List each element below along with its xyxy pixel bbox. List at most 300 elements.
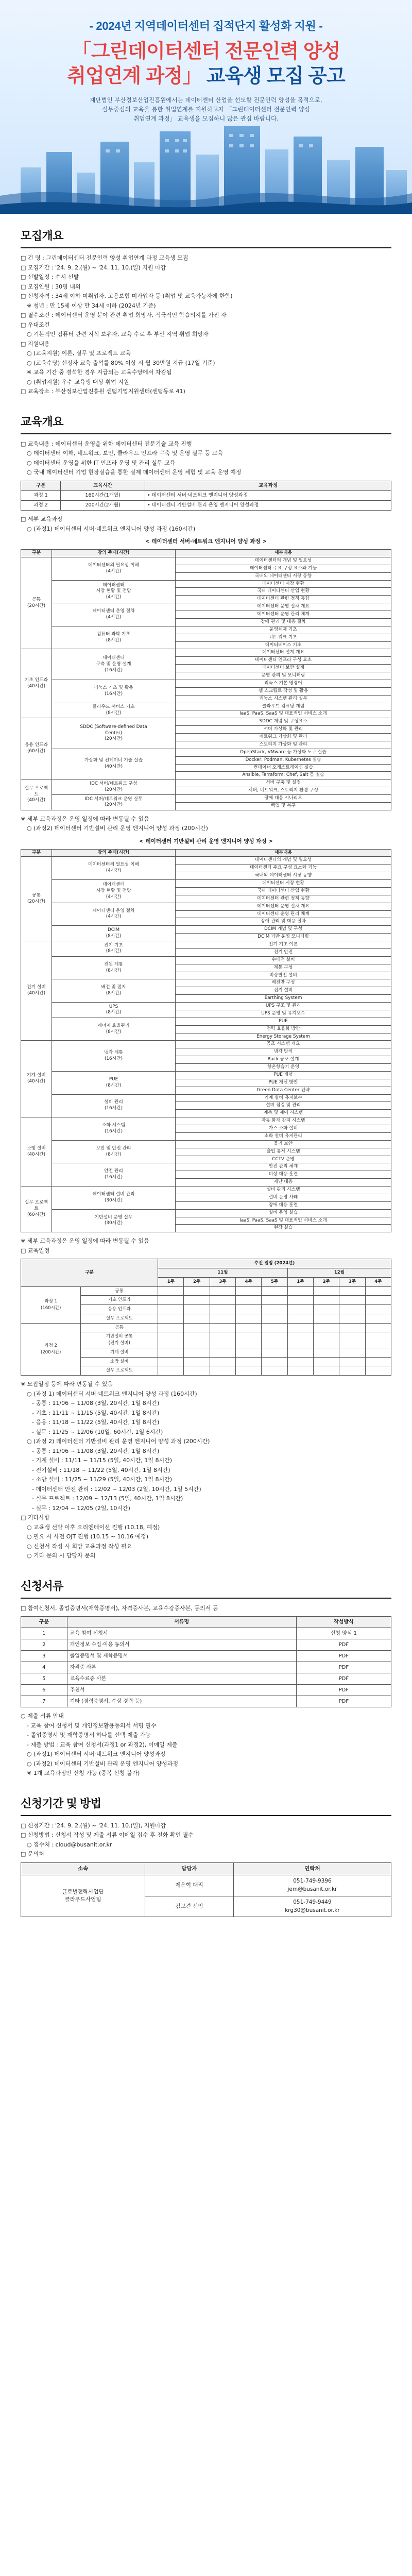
course-detail: 수배전 설비 [176,956,391,964]
course-detail: 냉각 방식 [176,1048,391,1056]
course-category: 공통 (20시간) [21,557,52,649]
course-detail: 데이터센터 관련 정책 동향 [176,596,391,603]
schedule-cell [158,1305,184,1314]
schedule-cell [158,1296,184,1305]
table-header-cell: 담당자 [145,1862,234,1875]
course-detail: 접지 설비 [176,987,391,995]
education-notes-3 [21,1236,391,1256]
course-detail: 서버 구축 및 설정 [176,779,391,787]
hero-desc-line: 취업연계 과정」 교육생을 모집하니 많은 관심 바랍니다. [133,114,279,122]
schedule-item: 기반설비 공통 (전기 설비) [81,1332,158,1348]
table-row [21,1286,391,1296]
schedule-item: 공통 [81,1323,158,1332]
course-detail: 데이터센터 운영 절차 개요 [176,603,391,611]
table-header-cell: 3주 [210,1277,235,1286]
education-note: ○ 기타 문의 시 담당자 문의 [27,1552,96,1559]
schedule-cell [158,1348,184,1357]
schedule-cell [365,1314,391,1323]
hero-title-course: 취업연계 과정」 [67,65,202,87]
table-header-cell: 연락처 [233,1862,391,1875]
course-detail: CCTV 운영 [176,1156,391,1163]
apply-line: □ 신청방법 : 신청서 작성 및 제출 서류 이메일 접수 후 전화 확인 필수 [21,1832,194,1838]
table-row [21,956,391,964]
course-category: 응용 인프라 (60시간) [21,718,52,779]
hero-title-line2 [0,64,412,89]
course-detail: 계통 구성 [176,964,391,972]
table-row [21,903,391,910]
table-header-cell: 5주 [262,1277,287,1286]
course-detail: 장애 관리 및 대응 절차 [176,618,391,626]
schedule-cell [287,1357,313,1366]
overview-line: ○ 기본적인 컴퓨터 관련 지식 보유자, 교육 수료 후 부산 지역 취업 희망자 [27,331,209,337]
course-detail: 데이터센터 시장 현황 [176,580,391,588]
table-header-cell: 2주 [314,1277,339,1286]
course-module: 데이터센터 설비 관리 (30시간) [52,1187,176,1210]
schedule-cell [365,1286,391,1296]
overview-line: ○ (교육지원) 이론, 실무 및 프로젝트 교육 [27,350,131,357]
table-header-cell: 1주 [158,1277,184,1286]
schedule-cell [210,1314,235,1323]
schedule-cell [262,1314,287,1323]
documents-note: - 교육 참여 신청서 및 개인정보활용동의서 서명 필수 [27,1722,157,1729]
schedule-cell [339,1332,365,1348]
course-module: 데이터센터 시장 현황 및 전망 (4시간) [52,580,176,603]
table-row [21,749,391,756]
course-detail: 가스 소화 설비 [176,1125,391,1133]
course-module: 리눅스 기초 및 활용 (16시간) [52,680,176,703]
schedule-cell [339,1286,365,1296]
schedule-cell [339,1348,365,1357]
table-cell: 051-749-9449 krg30@busanit.or.kr [233,1896,391,1917]
course-detail: 리눅스 시스템 관리 실무 [176,695,391,703]
education-note: - 기계 설비 : 11/11 ~ 11/15 (5일, 40시간, 1일 8시간) [32,1457,173,1464]
education-note: - 공통 : 11/06 ~ 11/08 (3일, 20시간, 1일 8시간) [32,1447,160,1454]
schedule-cell [184,1305,210,1314]
course-module: 기반설비 운영 실무 (30시간) [52,1209,176,1232]
overview-line: ○ (교육수당) 선정자 교육 출석률 80% 이상 시 월 30만원 지급 (17일 기준) [27,359,215,366]
table-cell: 교육 참여 신청서 [67,1628,296,1639]
education-notes [21,515,391,534]
schedule-cell [287,1348,313,1357]
education-note: ※ 세부 교육과정은 운영 일정에 따라 변동될 수 있음 [21,1238,149,1245]
course-summary-table [21,481,391,511]
schedule-cell [287,1296,313,1305]
course-module: 전원 계통 (8시간) [52,956,176,979]
education-note: - 실무 : 12/04 ~ 12/05 (2일, 10시간) [32,1504,130,1512]
table-row [21,1117,391,1125]
course-category: 공통 (20시간) [21,857,52,941]
table-header-cell: 12월 [287,1268,391,1278]
table-row [21,603,391,611]
overview-line: □ 선발일정 : 수시 선발 [21,274,79,280]
overview-title: 모집개요 [21,227,391,248]
education-note: □ 세부 교육과정 [21,516,63,523]
course-detail: IaaS, PaaS, SaaS 및 대표적인 서비스 소개 [176,1217,391,1225]
table-header-cell: 구분 [21,481,61,490]
schedule-cell [184,1314,210,1323]
schedule-cell [339,1366,365,1376]
schedule-cell [262,1366,287,1376]
apply-line: □ 신청기간 : '24. 9. 2.(월) ~ '24. 11. 10.(일), 지원마감 [21,1822,166,1829]
schedule-cell [236,1348,262,1357]
education-note: ○ 신청서 작성 시 희망 교육과정 작성 필요 [27,1543,132,1550]
overview-line: □ 모집인원 : 30명 내외 [21,283,81,290]
course-detail: 리눅스 기본 명령어 [176,680,391,687]
education-note: ○ (과정1) 데이터센터 서버·네트워크 엔지니어 양성 과정 (160시간) [27,525,196,532]
course-category: 실무 프로젝트 (60시간) [21,1187,52,1232]
documents-note: - 제출 방법 : 교육 참여 신청서(과정1 or 과정2), 이메일 제출 [27,1741,178,1748]
table-row [21,1651,391,1662]
table-header-cell: 4주 [236,1277,262,1286]
education-note: □ 기타사항 [21,1514,50,1521]
table-cell: 졸업증명서 및 재학증명서 [67,1651,296,1662]
table-header-row [21,1259,391,1268]
schedule-cell [339,1314,365,1323]
course-detail: 재난 대응 [176,1179,391,1187]
education-title: 교육개요 [21,413,391,434]
table-header-cell: 3주 [339,1277,365,1286]
table-cell: 1 [21,1628,67,1639]
course-module: 데이터센터 운영 절차 (4시간) [52,903,176,926]
table-row [21,1639,391,1651]
apply-lines [21,1821,391,1859]
overview-section [0,214,412,400]
course-detail: 데이터센터 주요 구성 요소와 기능 [176,565,391,572]
course-detail: PUE 개선 방안 [176,1079,391,1087]
course-detail: 전기 안전 [176,948,391,956]
schedule-cell [158,1366,184,1376]
schedule-cell [184,1366,210,1376]
table-cell: 추천서 [67,1685,296,1696]
course-detail: 항온항습기 운영 [176,1064,391,1072]
schedule-cell [262,1323,287,1332]
course-detail: 스토리지 가상화 및 관리 [176,741,391,749]
schedule-cell [236,1286,262,1296]
table-header-cell: 교육과정 [145,481,391,490]
documents-note: ○ 제출 서류 안내 [21,1713,64,1719]
table-cell: 2 [21,1639,67,1651]
schedule-cell [210,1332,235,1348]
schedule-cell [314,1286,339,1296]
course-module: 데이터센터 구축 및 운영 설계 (16시간) [52,649,176,680]
schedule-cell [287,1323,313,1332]
schedule-cell [236,1296,262,1305]
education-line: □ 교육내용 : 데이터센터 운영을 위한 데이터센터 전문기술 교육 진행 [21,440,192,447]
hero-banner [0,0,412,214]
schedule-cell [314,1323,339,1332]
table-cell: 기타 (경력증명서, 수상 경력 등) [67,1696,296,1707]
overview-lines [21,253,391,397]
course-module: 배전 및 접지 (8시간) [52,979,176,1003]
hero-title-line1: 「그린데이터센터 전문인력 양성 [72,41,340,62]
schedule-cell [365,1366,391,1376]
table-header-cell: 1주 [287,1277,313,1286]
course-detail: 자동 화재 감지 시스템 [176,1117,391,1125]
course-detail: 전력 효율화 방안 [176,1025,391,1033]
course-category: 소방 설비 (40시간) [21,1117,52,1187]
education-note: - 공통 : 11/06 ~ 11/08 (3일, 20시간, 1일 8시간) [32,1400,160,1406]
table-cell: 200시간(2개월) [61,501,145,511]
table-cell: 051-749-9396 jem@busanit.or.kr [233,1875,391,1896]
schedule-cell [314,1305,339,1314]
table-row [21,1696,391,1707]
schedule-cell [365,1323,391,1332]
course-detail: 국내외 데이터센터 시장 동향 [176,572,391,580]
table-cell: 제은혁 대리 [145,1875,234,1896]
overview-line: □ 교육장소 : 부산정보산업진흥원 센텀기업지원센터(센텀동로 41) [21,388,185,395]
course-detail: 데이터센터 관련 정책 동향 [176,895,391,903]
education-note: - 실무 프로젝트 : 12/09 ~ 12/13 (5일, 40시간, 1일 8시간) [32,1495,183,1502]
course-detail: 설비 관리 시스템 [176,1187,391,1194]
table-cell: PDF [296,1639,391,1651]
schedule-cell [365,1332,391,1348]
course-module: PUE (8시간) [52,1071,176,1094]
course-detail: 쉘 스크립트 작성 및 활용 [176,687,391,695]
schedule-cell [210,1357,235,1366]
overview-line: □ 신청자격 : 34세 이하 미취업자, 고용보험 미가입자 등 (취업 및 교육가능자에 한함) [21,293,233,299]
education-note: - 응용 : 11/18 ~ 11/22 (5일, 40시간, 1일 8시간) [32,1419,160,1426]
course-detail: 소화 설비 유지관리 [176,1132,391,1140]
table-row [21,680,391,687]
course-detail: 출입 통제 시스템 [176,1148,391,1156]
schedule-cell [210,1296,235,1305]
schedule-cell [365,1348,391,1357]
table-row [21,1187,391,1194]
table-row [21,1323,391,1332]
schedule-cell [339,1357,365,1366]
course-detail: Green Data Center 전략 [176,1087,391,1094]
schedule-cell [158,1357,184,1366]
table-header-row [21,550,391,557]
course-module: 데이터센터의 필요성 이해 (4시간) [52,857,176,880]
table-row [21,1140,391,1148]
course-detail: 운영체제 기초 [176,626,391,634]
course-detail: 서버 가상화 및 관리 [176,726,391,734]
course-detail: 물리 보안 [176,1140,391,1148]
course-module: 컴퓨터 과학 기초 (8시간) [52,626,176,649]
schedule-item: 응용 인프라 [81,1305,158,1314]
table-row [21,718,391,726]
course2-caption: < 데이터센터 기반설비 관리 운영 엔지니어 양성 과정 > [139,838,273,844]
table-header-row [21,481,391,490]
course-detail: 설비 점검 및 관리 [176,1102,391,1110]
course-detail: 설비 운영 사례 [176,1194,391,1201]
course-detail: 설비 운영 실습 [176,1209,391,1217]
table-row [21,1685,391,1696]
course-detail: 비상발전 설비 [176,972,391,979]
hero-subtitle: - 2024년 지역데이터센터 집적단지 활성화 지원 - [89,20,323,32]
education-note: ○ 교육생 선발 이후 오리엔테이션 진행 (10.18, 예정) [27,1523,160,1531]
schedule-cell [184,1296,210,1305]
schedule-cell [210,1305,235,1314]
overview-line: □ 지원내용 [21,340,50,347]
course1-table [21,549,391,810]
course-module: SDDC (Software-defined Data Center) (20시간) [52,718,176,749]
course-detail: 데이터센터 운영 절차 개요 [176,903,391,910]
table-row [21,501,391,511]
schedule-cell [287,1286,313,1296]
course-module: 전기 기초 (8시간) [52,941,176,957]
course-detail: 기계 설비 유지보수 [176,1094,391,1102]
course-detail: 서버, 네트워크, 스토리지 환경 구성 [176,787,391,795]
table-row [21,926,391,934]
education-note: - 데이터센터 안전 관리 : 12/02 ~ 12/03 (2일, 10시간, 1일 5시간) [32,1485,201,1493]
table-row [21,880,391,888]
contact-table [21,1862,391,1918]
documents-note: ○ (과정2) 데이터센터 기반설비 관리 운영 엔지니어 양성과정 [27,1760,179,1767]
course-category: 실무 프로젝트 (40시간) [21,779,52,810]
course-detail: Rack 공조 설계 [176,1056,391,1064]
hero-title [0,40,412,89]
table-header-cell: 강의 주제(시간) [52,849,176,857]
course-detail: UPS 운영 및 유지보수 [176,1010,391,1018]
course-detail: 공조 시스템 개요 [176,1041,391,1048]
table-cell: 과정 1 [21,490,61,500]
course-detail: 데이터센터 시장 현황 [176,880,391,888]
course-detail: 국내외 데이터센터 시장 동향 [176,872,391,880]
course-detail: 국내 데이터센터 산업 현황 [176,588,391,596]
schedule-cell [262,1348,287,1357]
course-detail: Earthing System [176,995,391,1003]
education-line: ○ 데이터센터 이해, 네트워크, 보안, 클라우드 인프라 구축 및 운영 실무 등 교육 [27,450,223,456]
schedule-cell [236,1357,262,1366]
table-row [21,1662,391,1673]
table-cell: 글로벌전략사업단 클라우드사업팀 [21,1875,145,1917]
education-note: - 소방 설비 : 11/25 ~ 11/29 (5일, 40시간, 1일 8시간) [32,1476,173,1483]
table-header-cell: 세부내용 [176,550,391,557]
overview-line: ※ 교육 기간 중 결석한 경우 지급되는 교육수당에서 차감됨 [27,369,172,376]
table-row [21,1673,391,1685]
table-row [21,1094,391,1102]
course-detail: UPS 구조 및 원리 [176,1003,391,1010]
table-cell: • 데이터센터 기반설비 관리 운영 엔지니어 양성과정 [145,501,391,511]
schedule-cell [262,1296,287,1305]
apply-section [0,1782,412,1937]
schedule-cell [262,1286,287,1296]
course-detail: 네트워크 기초 [176,634,391,641]
course-detail: 국내 데이터센터 산업 현황 [176,887,391,895]
table-cell: PDF [296,1662,391,1673]
course-module: 클라우드 서비스 기초 (8시간) [52,703,176,718]
table-header-cell: 강의 주제(시간) [52,550,176,557]
schedule-cell [236,1314,262,1323]
table-header-cell: 작성방식 [296,1617,391,1628]
hero-desc-line: 실무중심의 교육을 통한 취업연계를 지원하고자 「그린데이터센터 전문인력 양성 [102,105,310,113]
table-row [21,795,391,803]
table-row [21,1018,391,1025]
education-notes-2 [21,815,391,834]
schedule-cell [339,1323,365,1332]
course-detail: 컨테이너 오케스트레이션 실습 [176,764,391,772]
education-note: - 전기설비 : 11/18 ~ 11/22 (5일, 40시간, 1일 8시간) [32,1466,170,1473]
schedule-cell [314,1348,339,1357]
course-detail: Ansible, Terraform, Chef, Salt 등 실습 [176,772,391,779]
hero-description [52,96,360,123]
education-note: ○ 필요 시 사전 OJT 진행 (10.15 ~ 10.16 예정) [27,1533,149,1540]
table-header-cell: 4주 [365,1277,391,1286]
schedule-cell [365,1357,391,1366]
schedule-cell [287,1366,313,1376]
schedule-cell [158,1332,184,1348]
table-row [21,626,391,634]
table-cell: PDF [296,1696,391,1707]
apply-line: ○ 접수처 : cloud@busanit.or.kr [27,1841,112,1848]
table-header-row [21,849,391,857]
table-header-cell: 추진 일정 (2024년) [158,1259,391,1268]
table-cell: 교육수료증 사본 [67,1673,296,1685]
course1-caption: < 데이터센터 서버·네트워크 엔지니어 양성 과정 > [145,538,267,545]
table-header-row [21,1862,391,1875]
schedule-cell [236,1332,262,1348]
table-header-cell: 구분 [21,849,52,857]
schedule-cell [184,1357,210,1366]
table-row [21,1209,391,1217]
hero-desc-line: 재단법인 부산정보산업진흥원에서는 데이터센터 산업을 선도할 전문인력 양성을 목적으로, [90,96,322,104]
course-detail: 데이터센터의 개념 및 필요성 [176,857,391,865]
education-note: - 실무 : 11/25 ~ 12/06 (10일, 60시간, 1일 6시간) [32,1428,163,1435]
course-module: 데이터센터 시장 현황 및 전망 (4시간) [52,880,176,903]
education-line: ○ 데이터센터 운영을 위한 IT 인프라 운영 및 관리 실무 교육 [27,459,176,466]
course-detail: Energy Storage System [176,1033,391,1041]
table-header-row [21,1617,391,1628]
table-header-cell: 2주 [184,1277,210,1286]
course-module: UPS (8시간) [52,1003,176,1018]
table-cell: 4 [21,1662,67,1673]
schedule-cell [210,1286,235,1296]
course-module: IDC 서버/네트워크 운영 실무 (20시간) [52,795,176,810]
table-cell: 개인정보 수집·이용 동의서 [67,1639,296,1651]
schedule-cell [210,1366,235,1376]
schedule-item: 실무 프로젝트 [81,1366,158,1376]
course-category: 전기 설비 (40시간) [21,941,52,1041]
documents-table [21,1616,391,1707]
table-header-cell: 구분 [21,1259,158,1286]
schedule-cell [262,1305,287,1314]
documents-lead: □ 참여신청서, 졸업증명서(재학증명서), 자격증사본, 교육수강증사본, 동의서 등 [21,1604,218,1612]
table-header-cell: 서류명 [67,1617,296,1628]
course-detail: 계측 및 제어 시스템 [176,1110,391,1117]
schedule-table [21,1259,391,1376]
schedule-cell [339,1296,365,1305]
course-detail: 배전반 구성 [176,979,391,987]
course-detail: DCIM 기반 운영 모니터링 [176,934,391,941]
course-detail: 네트워크 가상화 및 관리 [176,734,391,741]
course-module: DCIM (8시간) [52,926,176,941]
table-row [21,941,391,949]
course-detail: 현장 실습 [176,1225,391,1232]
course-detail: 데이터센터의 개념 및 필요성 [176,557,391,565]
table-cell: PDF [296,1673,391,1685]
course-detail: 데이터센터 인프라 구성 요소 [176,657,391,665]
course-category: 기계 설비 (40시간) [21,1041,52,1117]
education-line: ○ 국내 데이터센터 기업 현장실습을 통한 실제 데이터센터 운영 체험 및 교육 운영 예정 [27,469,242,476]
table-cell: 160시간(1개월) [61,490,145,500]
table-row [21,779,391,787]
course-detail: DCIM 개념 및 구성 [176,926,391,934]
table-cell: 신청 양식 1 [296,1628,391,1639]
course-detail: 장애 대응 시나리오 [176,795,391,803]
schedule-cell [314,1296,339,1305]
schedule-cell [262,1332,287,1348]
schedule-item: 소방 설비 [81,1357,158,1366]
schedule-cell [314,1332,339,1348]
overview-line: □ 우대조건 [21,321,50,328]
schedule-cell [236,1323,262,1332]
table-row [21,649,391,657]
education-note: ※ 모집일정 등에 따라 변동될 수 있음 [21,1381,113,1387]
schedule-item: 실무 프로젝트 [81,1314,158,1323]
course-detail: 비상 대응 훈련 [176,1171,391,1179]
